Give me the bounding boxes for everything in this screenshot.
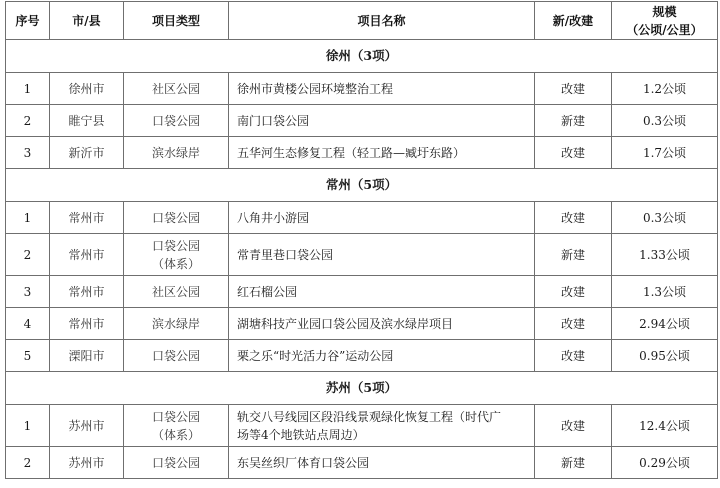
cell-type: 口袋公园 [124, 105, 229, 137]
cell-type-line1: 口袋公园 [151, 409, 200, 424]
cell-type: 口袋公园 [124, 340, 229, 372]
cell-type-line1: 口袋公园 [151, 238, 200, 253]
cell-name-line2: 场等4个地铁站点周边） [237, 427, 365, 442]
cell-type: 口袋公园 [124, 202, 229, 234]
cell-scale: 0.3公顷 [612, 105, 718, 137]
cell-seq: 2 [6, 234, 50, 276]
cell-seq: 1 [6, 202, 50, 234]
cell-seq: 1 [6, 405, 50, 447]
cell-name: 东吴丝织厂体育口袋公园 [229, 447, 535, 479]
cell-city: 溧阳市 [50, 340, 124, 372]
cell-name: 红石榴公园 [229, 276, 535, 308]
cell-scale: 0.95公顷 [612, 340, 718, 372]
cell-type [124, 234, 229, 276]
header-type: 项目类型 [124, 2, 229, 40]
table-row [6, 202, 718, 234]
cell-type [124, 405, 229, 447]
cell-status: 新建 [535, 234, 612, 276]
header-name: 项目名称 [229, 2, 535, 40]
projects-table [5, 1, 718, 479]
cell-type: 滨水绿岸 [124, 308, 229, 340]
cell-name: 徐州市黄楼公园环境整治工程 [229, 73, 535, 105]
group-title: 苏州（5项） [6, 372, 718, 405]
table-row [6, 308, 718, 340]
cell-status: 改建 [535, 340, 612, 372]
table-row [6, 234, 718, 276]
cell-name: 八角井小游园 [229, 202, 535, 234]
cell-status: 改建 [535, 405, 612, 447]
group-header-row [6, 40, 718, 73]
table-row [6, 340, 718, 372]
cell-seq: 3 [6, 276, 50, 308]
cell-name-line1: 轨交八号线园区段沿线景观绿化恢复工程（时代广 [237, 409, 502, 424]
cell-city: 苏州市 [50, 447, 124, 479]
cell-city: 徐州市 [50, 73, 124, 105]
group-header-row [6, 169, 718, 202]
cell-seq: 2 [6, 105, 50, 137]
cell-status: 改建 [535, 137, 612, 169]
cell-seq: 3 [6, 137, 50, 169]
cell-name: 五华河生态修复工程（轻工路—臧圩东路） [229, 137, 535, 169]
cell-name: 常青里巷口袋公园 [229, 234, 535, 276]
cell-scale: 0.3公顷 [612, 202, 718, 234]
header-status: 新/改建 [535, 2, 612, 40]
cell-seq: 5 [6, 340, 50, 372]
header-row [6, 2, 718, 40]
cell-scale: 2.94公顷 [612, 308, 718, 340]
header-scale-unit: （公顷/公里） [626, 22, 703, 37]
cell-name [229, 405, 535, 447]
cell-seq: 1 [6, 73, 50, 105]
cell-status: 改建 [535, 276, 612, 308]
cell-type: 社区公园 [124, 276, 229, 308]
cell-city: 常州市 [50, 234, 124, 276]
cell-city: 常州市 [50, 308, 124, 340]
cell-city: 常州市 [50, 276, 124, 308]
cell-scale: 1.7公顷 [612, 137, 718, 169]
table-row [6, 105, 718, 137]
header-scale-title: 规模 [652, 4, 677, 19]
table-row [6, 276, 718, 308]
cell-scale: 12.4公顷 [612, 405, 718, 447]
cell-type-line2: （体系） [151, 427, 200, 442]
cell-name: 湖塘科技产业园口袋公园及滨水绿岸项目 [229, 308, 535, 340]
cell-type: 口袋公园 [124, 447, 229, 479]
cell-city: 苏州市 [50, 405, 124, 447]
cell-scale: 1.33公顷 [612, 234, 718, 276]
header-city: 市/县 [50, 2, 124, 40]
cell-city: 睢宁县 [50, 105, 124, 137]
cell-status: 新建 [535, 447, 612, 479]
cell-seq: 4 [6, 308, 50, 340]
cell-name: 南门口袋公园 [229, 105, 535, 137]
cell-scale: 0.29公顷 [612, 447, 718, 479]
cell-status: 改建 [535, 308, 612, 340]
cell-scale: 1.2公顷 [612, 73, 718, 105]
table-body [6, 40, 718, 479]
cell-name: 栗之乐“时光活力谷”运动公园 [229, 340, 535, 372]
cell-seq: 2 [6, 447, 50, 479]
table-row [6, 73, 718, 105]
group-title: 徐州（3项） [6, 40, 718, 73]
cell-type-line2: （体系） [151, 256, 200, 271]
header-scale [612, 2, 718, 40]
table-row [6, 405, 718, 447]
cell-type: 滨水绿岸 [124, 137, 229, 169]
table-row [6, 447, 718, 479]
cell-status: 改建 [535, 73, 612, 105]
cell-scale: 1.3公顷 [612, 276, 718, 308]
group-header-row [6, 372, 718, 405]
table-row [6, 137, 718, 169]
group-title: 常州（5项） [6, 169, 718, 202]
cell-type: 社区公园 [124, 73, 229, 105]
cell-city: 新沂市 [50, 137, 124, 169]
cell-city: 常州市 [50, 202, 124, 234]
header-seq: 序号 [6, 2, 50, 40]
cell-status: 新建 [535, 105, 612, 137]
cell-status: 改建 [535, 202, 612, 234]
